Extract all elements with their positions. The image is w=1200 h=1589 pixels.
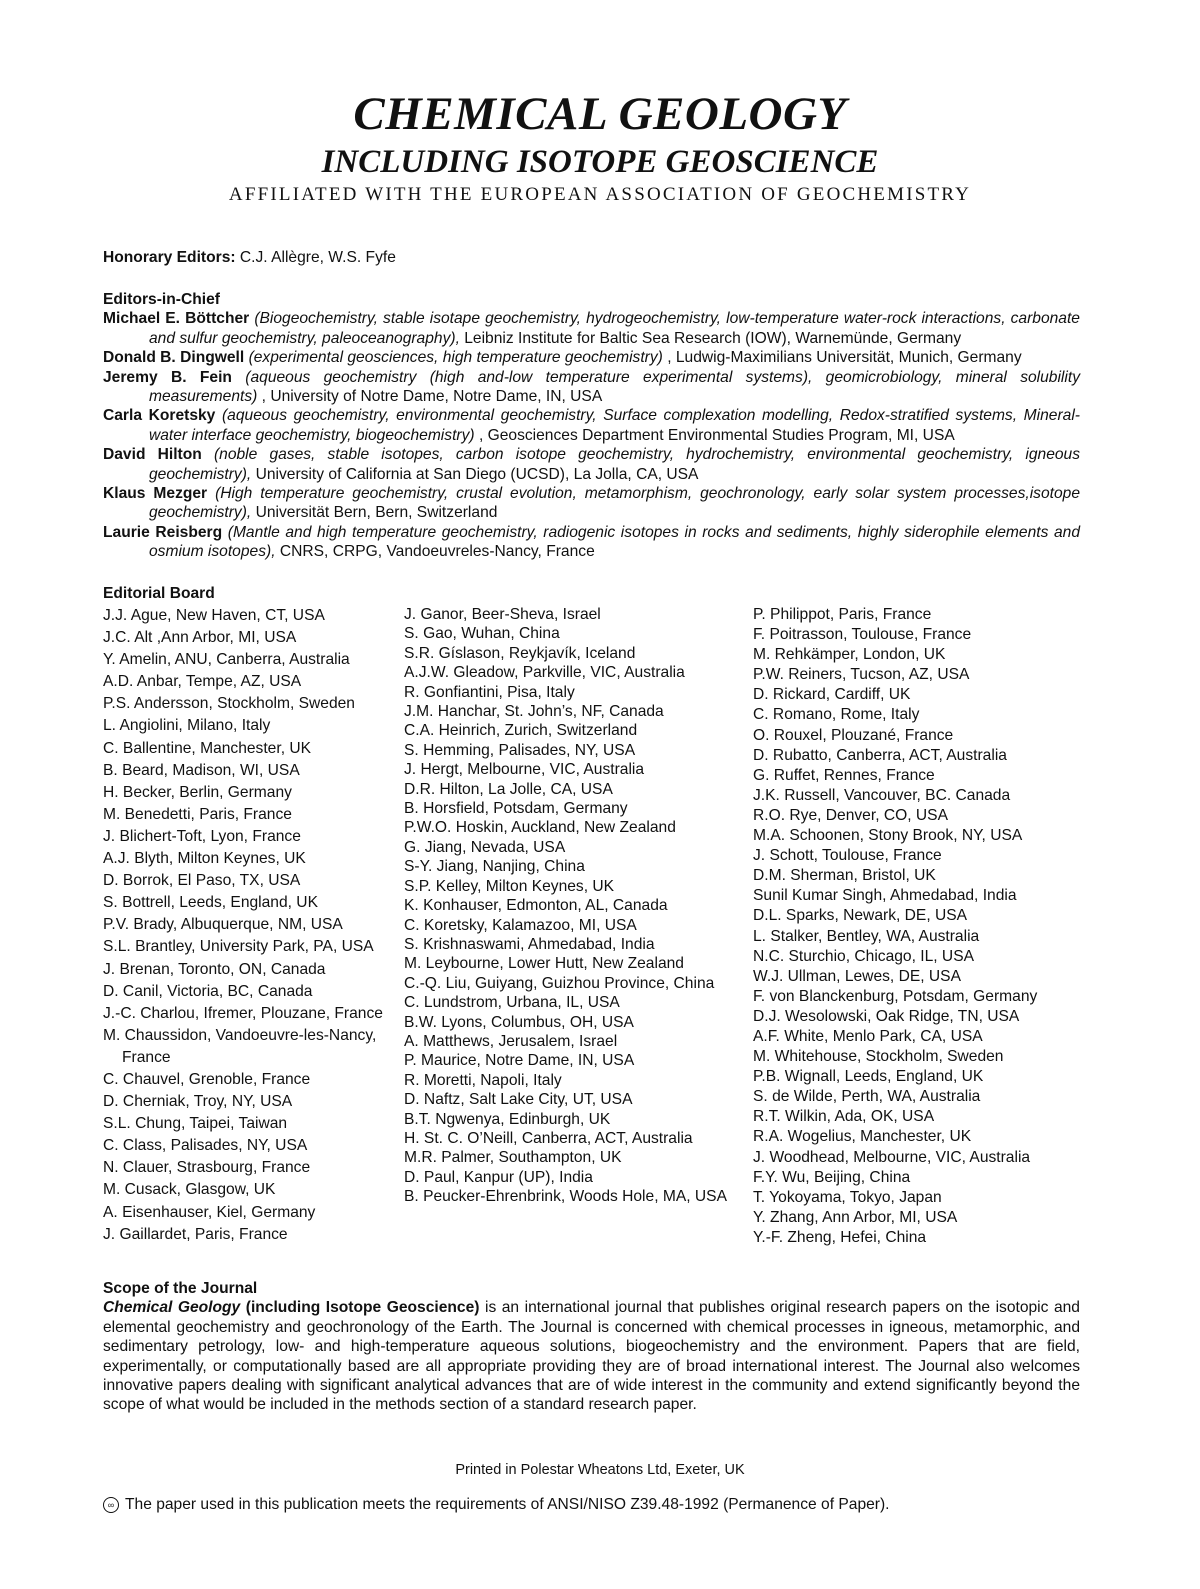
- board-member: N.C. Sturchio, Chicago, IL, USA: [753, 947, 975, 965]
- board-member: C. Class, Palisades, NY, USA: [103, 1137, 308, 1155]
- board-member: S.L. Brantley, University Park, PA, USA: [103, 938, 374, 956]
- board-member: S.R. Gíslason, Reykjavík, Iceland: [404, 644, 636, 662]
- masthead: [0, 88, 1200, 208]
- editor-fields: (Biogeochemistry, stable isotape geochemistry, hydrogeochemistry, low-temperature water-rock interactions, carbonate and sulfur geochemistry, paleoceanography),: [149, 310, 1080, 347]
- board-member: J.K. Russell, Vancouver, BC. Canada: [753, 786, 1011, 804]
- board-member: P.V. Brady, Albuquerque, NM, USA: [103, 916, 343, 934]
- board-member: D. Rickard, Cardiff, UK: [753, 686, 911, 704]
- editor-in-chief-entry: [103, 348, 1080, 367]
- board-member: G. Ruffet, Rennes, France: [753, 766, 935, 784]
- journal-subtitle: INCLUDING ISOTOPE GEOSCIENCE: [321, 144, 879, 180]
- board-member: S. Hemming, Palisades, NY, USA: [404, 741, 636, 759]
- board-member: A.F. White, Menlo Park, CA, USA: [753, 1027, 983, 1045]
- board-member: D. Canil, Victoria, BC, Canada: [103, 982, 313, 1000]
- board-member: T. Yokoyama, Tokyo, Japan: [753, 1188, 942, 1206]
- editor-in-chief-entry: [103, 484, 1080, 523]
- editorial-board-column-3: [753, 605, 1083, 1248]
- editor-affiliation: , Geosciences Department Environmental Studies Program, MI, USA: [478, 426, 955, 444]
- board-member: P.W. Reiners, Tucson, AZ, USA: [753, 666, 970, 684]
- editor-affiliation: , University of Notre Dame, Notre Dame, IN, USA: [261, 388, 603, 406]
- board-member: M. Whitehouse, Stockholm, Sweden: [753, 1048, 1004, 1066]
- honorary-names: C.J. Allègre, W.S. Fyfe: [239, 249, 396, 266]
- journal-affiliation: AFFILIATED WITH THE EUROPEAN ASSOCIATION OF GEOCHEMISTRY: [228, 184, 972, 205]
- editor-in-chief-entry: [103, 309, 1080, 348]
- journal-title: CHEMICAL GEOLOGY: [353, 88, 847, 140]
- board-member: M.R. Palmer, Southampton, UK: [404, 1149, 622, 1167]
- board-member: C.-Q. Liu, Guiyang, Guizhou Province, China: [404, 974, 715, 992]
- board-member: H. St. C. O’Neill, Canberra, ACT, Australia: [404, 1129, 693, 1147]
- board-member: Y.-F. Zheng, Hefei, China: [753, 1228, 927, 1246]
- editor-fields: (aqueous geochemistry, environmental geochemistry, Surface complexation modelling, Redox-stratified systems, Mineral-water interface geochemistry, biogeochemistry): [149, 407, 1080, 444]
- board-member: D. Paul, Kanpur (UP), India: [404, 1168, 593, 1186]
- board-member: M. Cusack, Glasgow, UK: [103, 1181, 276, 1199]
- board-member: J. Blichert-Toft, Lyon, France: [103, 827, 301, 845]
- editor-fields: (Mantle and high temperature geochemistry, radiogenic isotopes in rocks and sediments, highly siderophile elements and osmium isotopes),: [149, 523, 1080, 561]
- board-member: C. Chauvel, Grenoble, France: [103, 1070, 311, 1088]
- board-member: D.J. Wesolowski, Oak Ridge, TN, USA: [753, 1007, 1020, 1025]
- board-member: D. Cherniak, Troy, NY, USA: [103, 1093, 293, 1111]
- editor-fields: (aqueous geochemistry (high and-low temperature experimental systems), geomicrobiology, mineral solubility measurements): [149, 368, 1080, 406]
- board-member: J.-C. Charlou, Ifremer, Plouzane, France: [103, 1004, 383, 1022]
- editor-in-chief-entry: [103, 406, 1080, 445]
- board-member: J. Brenan, Toronto, ON, Canada: [103, 960, 326, 978]
- board-member: F. von Blanckenburg, Potsdam, Germany: [753, 987, 1038, 1005]
- board-member: S. Krishnaswami, Ahmedabad, India: [404, 935, 655, 953]
- editorial-board-column-2: [404, 605, 734, 1207]
- board-member: B. Peucker-Ehrenbrink, Woods Hole, MA, USA: [404, 1188, 727, 1206]
- board-member: A.J. Blyth, Milton Keynes, UK: [103, 850, 306, 868]
- board-member: C. Koretsky, Kalamazoo, MI, USA: [404, 916, 637, 934]
- editor-affiliation: CNRS, CRPG, Vandoeuvreles-Nancy, France: [279, 543, 595, 561]
- board-member: N. Clauer, Strasbourg, France: [103, 1159, 311, 1177]
- board-member: P. Philippot, Paris, France: [753, 606, 932, 623]
- board-member: M. Rehkämper, London, UK: [753, 646, 946, 664]
- board-member: Sunil Kumar Singh, Ahmedabad, India: [753, 887, 1017, 905]
- editors-in-chief-list: [103, 309, 1080, 561]
- board-member: S. de Wilde, Perth, WA, Australia: [753, 1088, 981, 1106]
- board-member: M.A. Schoonen, Stony Brook, NY, USA: [753, 827, 1023, 845]
- editor-affiliation: Leibniz Institute for Baltic Sea Research (IOW), Warnemünde, Germany: [464, 329, 962, 347]
- board-member: P.W.O. Hoskin, Auckland, New Zealand: [404, 819, 676, 837]
- board-member: J.J. Ague, New Haven, CT, USA: [103, 607, 325, 624]
- board-member: J.C. Alt ,Ann Arbor, MI, USA: [103, 629, 297, 647]
- board-member: H. Becker, Berlin, Germany: [103, 783, 292, 801]
- board-member: B. Beard, Madison, WI, USA: [103, 761, 300, 779]
- board-member: W.J. Ullman, Lewes, DE, USA: [753, 967, 961, 985]
- board-member: G. Jiang, Nevada, USA: [404, 838, 566, 856]
- board-member: A.J.W. Gleadow, Parkville, VIC, Australia: [404, 664, 685, 682]
- scope-body: [103, 1298, 1080, 1414]
- board-member: D.R. Hilton, La Jolle, CA, USA: [404, 780, 613, 798]
- board-member: O. Rouxel, Plouzané, France: [753, 726, 954, 744]
- board-member: L. Angiolini, Milano, Italy: [103, 717, 271, 735]
- scope-heading: Scope of the Journal: [103, 1280, 258, 1297]
- editor-fields: (noble gases, stable isotopes, carbon isotope geochemistry, hydrochemistry, environmental geochemistry, igneous geochemistry),: [149, 446, 1081, 483]
- board-member: S. Bottrell, Leeds, England, UK: [103, 894, 318, 912]
- editor-name: Laurie Reisberg: [103, 523, 223, 541]
- editor-name: Donald B. Dingwell: [103, 349, 245, 367]
- board-member: P.B. Wignall, Leeds, England, UK: [753, 1068, 984, 1086]
- board-member: R. Gonfiantini, Pisa, Italy: [404, 683, 575, 701]
- editor-in-chief-entry: [103, 523, 1080, 562]
- board-member: D.L. Sparks, Newark, DE, USA: [753, 907, 968, 925]
- editor-affiliation: Universität Bern, Bern, Switzerland: [255, 504, 498, 522]
- editorial-board-heading: Editorial Board: [103, 585, 215, 602]
- board-member: J. Ganor, Beer-Sheva, Israel: [404, 606, 601, 623]
- editor-affiliation: University of California at San Diego (UCSD), La Jolla, CA, USA: [255, 465, 699, 483]
- editors-in-chief: [103, 290, 1080, 562]
- board-member: D. Naftz, Salt Lake City, UT, USA: [404, 1091, 633, 1109]
- board-member: J. Woodhead, Melbourne, VIC, Australia: [753, 1148, 1031, 1166]
- board-member: J.M. Hanchar, St. John’s, NF, Canada: [404, 703, 664, 721]
- board-member: M. Chaussidon, Vandoeuvre-les-Nancy, France: [103, 1026, 377, 1066]
- board-member: R.A. Wogelius, Manchester, UK: [753, 1128, 972, 1146]
- editor-fields: (High temperature geochemistry, crustal evolution, metamorphism, geochronology, early solar system processes,isotope geochemistry),: [149, 485, 1080, 522]
- board-member: C. Romano, Rome, Italy: [753, 706, 920, 724]
- board-member: D. Borrok, El Paso, TX, USA: [103, 872, 301, 890]
- board-member: C. Lundstrom, Urbana, IL, USA: [404, 994, 620, 1012]
- scope-text: is an international journal that publishes original research papers on the isotopic and elemental geochemistry and geochronology of the Earth. The Journal is concerned with chemical processes in igneous, metamorphic, and sedimentary petrology, low- and high-temperature aqueous solutions, biogeochemistry and the environment. Papers that are field, experimentally, or computationally based are all appropriate providing they are of broad international interest. The Journal also welcomes innovative papers dealing with significant analytical advances that are of wide interest in the community and extend significantly beyond the scope of what would be included in the methods section of a standard research paper.: [103, 1299, 1080, 1414]
- editor-in-chief-entry: [103, 445, 1080, 484]
- board-member: F.Y. Wu, Beijing, China: [753, 1168, 911, 1186]
- board-member: B.T. Ngwenya, Edinburgh, UK: [404, 1110, 611, 1128]
- board-member: C. Ballentine, Manchester, UK: [103, 739, 312, 757]
- paper-notice-text: The paper used in this publication meets the requirements of ANSI/NISO Z39.48-1992 (Permanence of Paper).: [125, 1496, 890, 1513]
- board-member: B. Horsfield, Potsdam, Germany: [404, 800, 628, 818]
- board-member: P.S. Andersson, Stockholm, Sweden: [103, 695, 355, 713]
- editors-in-chief-heading: Editors-in-Chief: [103, 291, 220, 308]
- board-member: M. Leybourne, Lower Hutt, New Zealand: [404, 955, 684, 973]
- board-member: A. Matthews, Jerusalem, Israel: [404, 1032, 618, 1050]
- board-member: R.T. Wilkin, Ada, OK, USA: [753, 1108, 935, 1126]
- board-member: J. Schott, Toulouse, France: [753, 847, 942, 865]
- paper-notice: [103, 1496, 890, 1514]
- editor-affiliation: , Ludwig-Maximilians Universität, Munich, Germany: [667, 349, 1022, 367]
- editor-name: Klaus Mezger: [103, 485, 208, 503]
- board-member: J. Gaillardet, Paris, France: [103, 1225, 288, 1243]
- board-member: S.L. Chung, Taipei, Taiwan: [103, 1115, 288, 1133]
- board-member: Y. Zhang, Ann Arbor, MI, USA: [753, 1208, 958, 1226]
- board-member: A. Eisenhauser, Kiel, Germany: [103, 1203, 316, 1221]
- board-member: J. Hergt, Melbourne, VIC, Australia: [404, 761, 645, 779]
- board-member: C.A. Heinrich, Zurich, Switzerland: [404, 722, 638, 740]
- editor-name: Carla Koretsky: [103, 407, 216, 425]
- board-member: D.M. Sherman, Bristol, UK: [753, 867, 936, 885]
- board-member: F. Poitrasson, Toulouse, France: [753, 626, 972, 644]
- board-member: P. Maurice, Notre Dame, IN, USA: [404, 1052, 635, 1070]
- editor-name: Michael E. Böttcher: [103, 310, 250, 328]
- editorial-board-column-1: [103, 605, 393, 1246]
- honorary-label: Honorary Editors:: [103, 249, 236, 266]
- scope-journal-name: Chemical Geology: [103, 1299, 241, 1317]
- board-member: S.P. Kelley, Milton Keynes, UK: [404, 877, 615, 895]
- scope-section: [103, 1279, 1080, 1415]
- board-member: S-Y. Jiang, Nanjing, China: [404, 858, 585, 876]
- board-member: B.W. Lyons, Columbus, OH, USA: [404, 1013, 634, 1031]
- infinity-icon: ∞: [103, 1497, 119, 1513]
- board-member: L. Stalker, Bentley, WA, Australia: [753, 927, 980, 945]
- board-member: D. Rubatto, Canberra, ACT, Australia: [753, 746, 1007, 764]
- board-member: S. Gao, Wuhan, China: [404, 625, 560, 643]
- board-member: Y. Amelin, ANU, Canberra, Australia: [103, 651, 350, 669]
- board-member: K. Konhauser, Edmonton, AL, Canada: [404, 897, 668, 915]
- board-member: R.O. Rye, Denver, CO, USA: [753, 806, 948, 824]
- honorary-editors: [103, 248, 1080, 267]
- board-member: M. Benedetti, Paris, France: [103, 805, 292, 823]
- board-member: A.D. Anbar, Tempe, AZ, USA: [103, 673, 302, 691]
- printer-notice: Printed in Polestar Wheatons Ltd, Exeter, UK: [455, 1462, 745, 1478]
- scope-journal-suffix: (including Isotope Geoscience): [240, 1299, 480, 1317]
- editor-name: Jeremy B. Fein: [103, 368, 232, 386]
- board-member: R. Moretti, Napoli, Italy: [404, 1071, 562, 1089]
- editor-in-chief-entry: [103, 368, 1080, 407]
- editor-fields: (experimental geosciences, high temperature geochemistry): [248, 349, 663, 367]
- editor-name: David Hilton: [103, 446, 202, 464]
